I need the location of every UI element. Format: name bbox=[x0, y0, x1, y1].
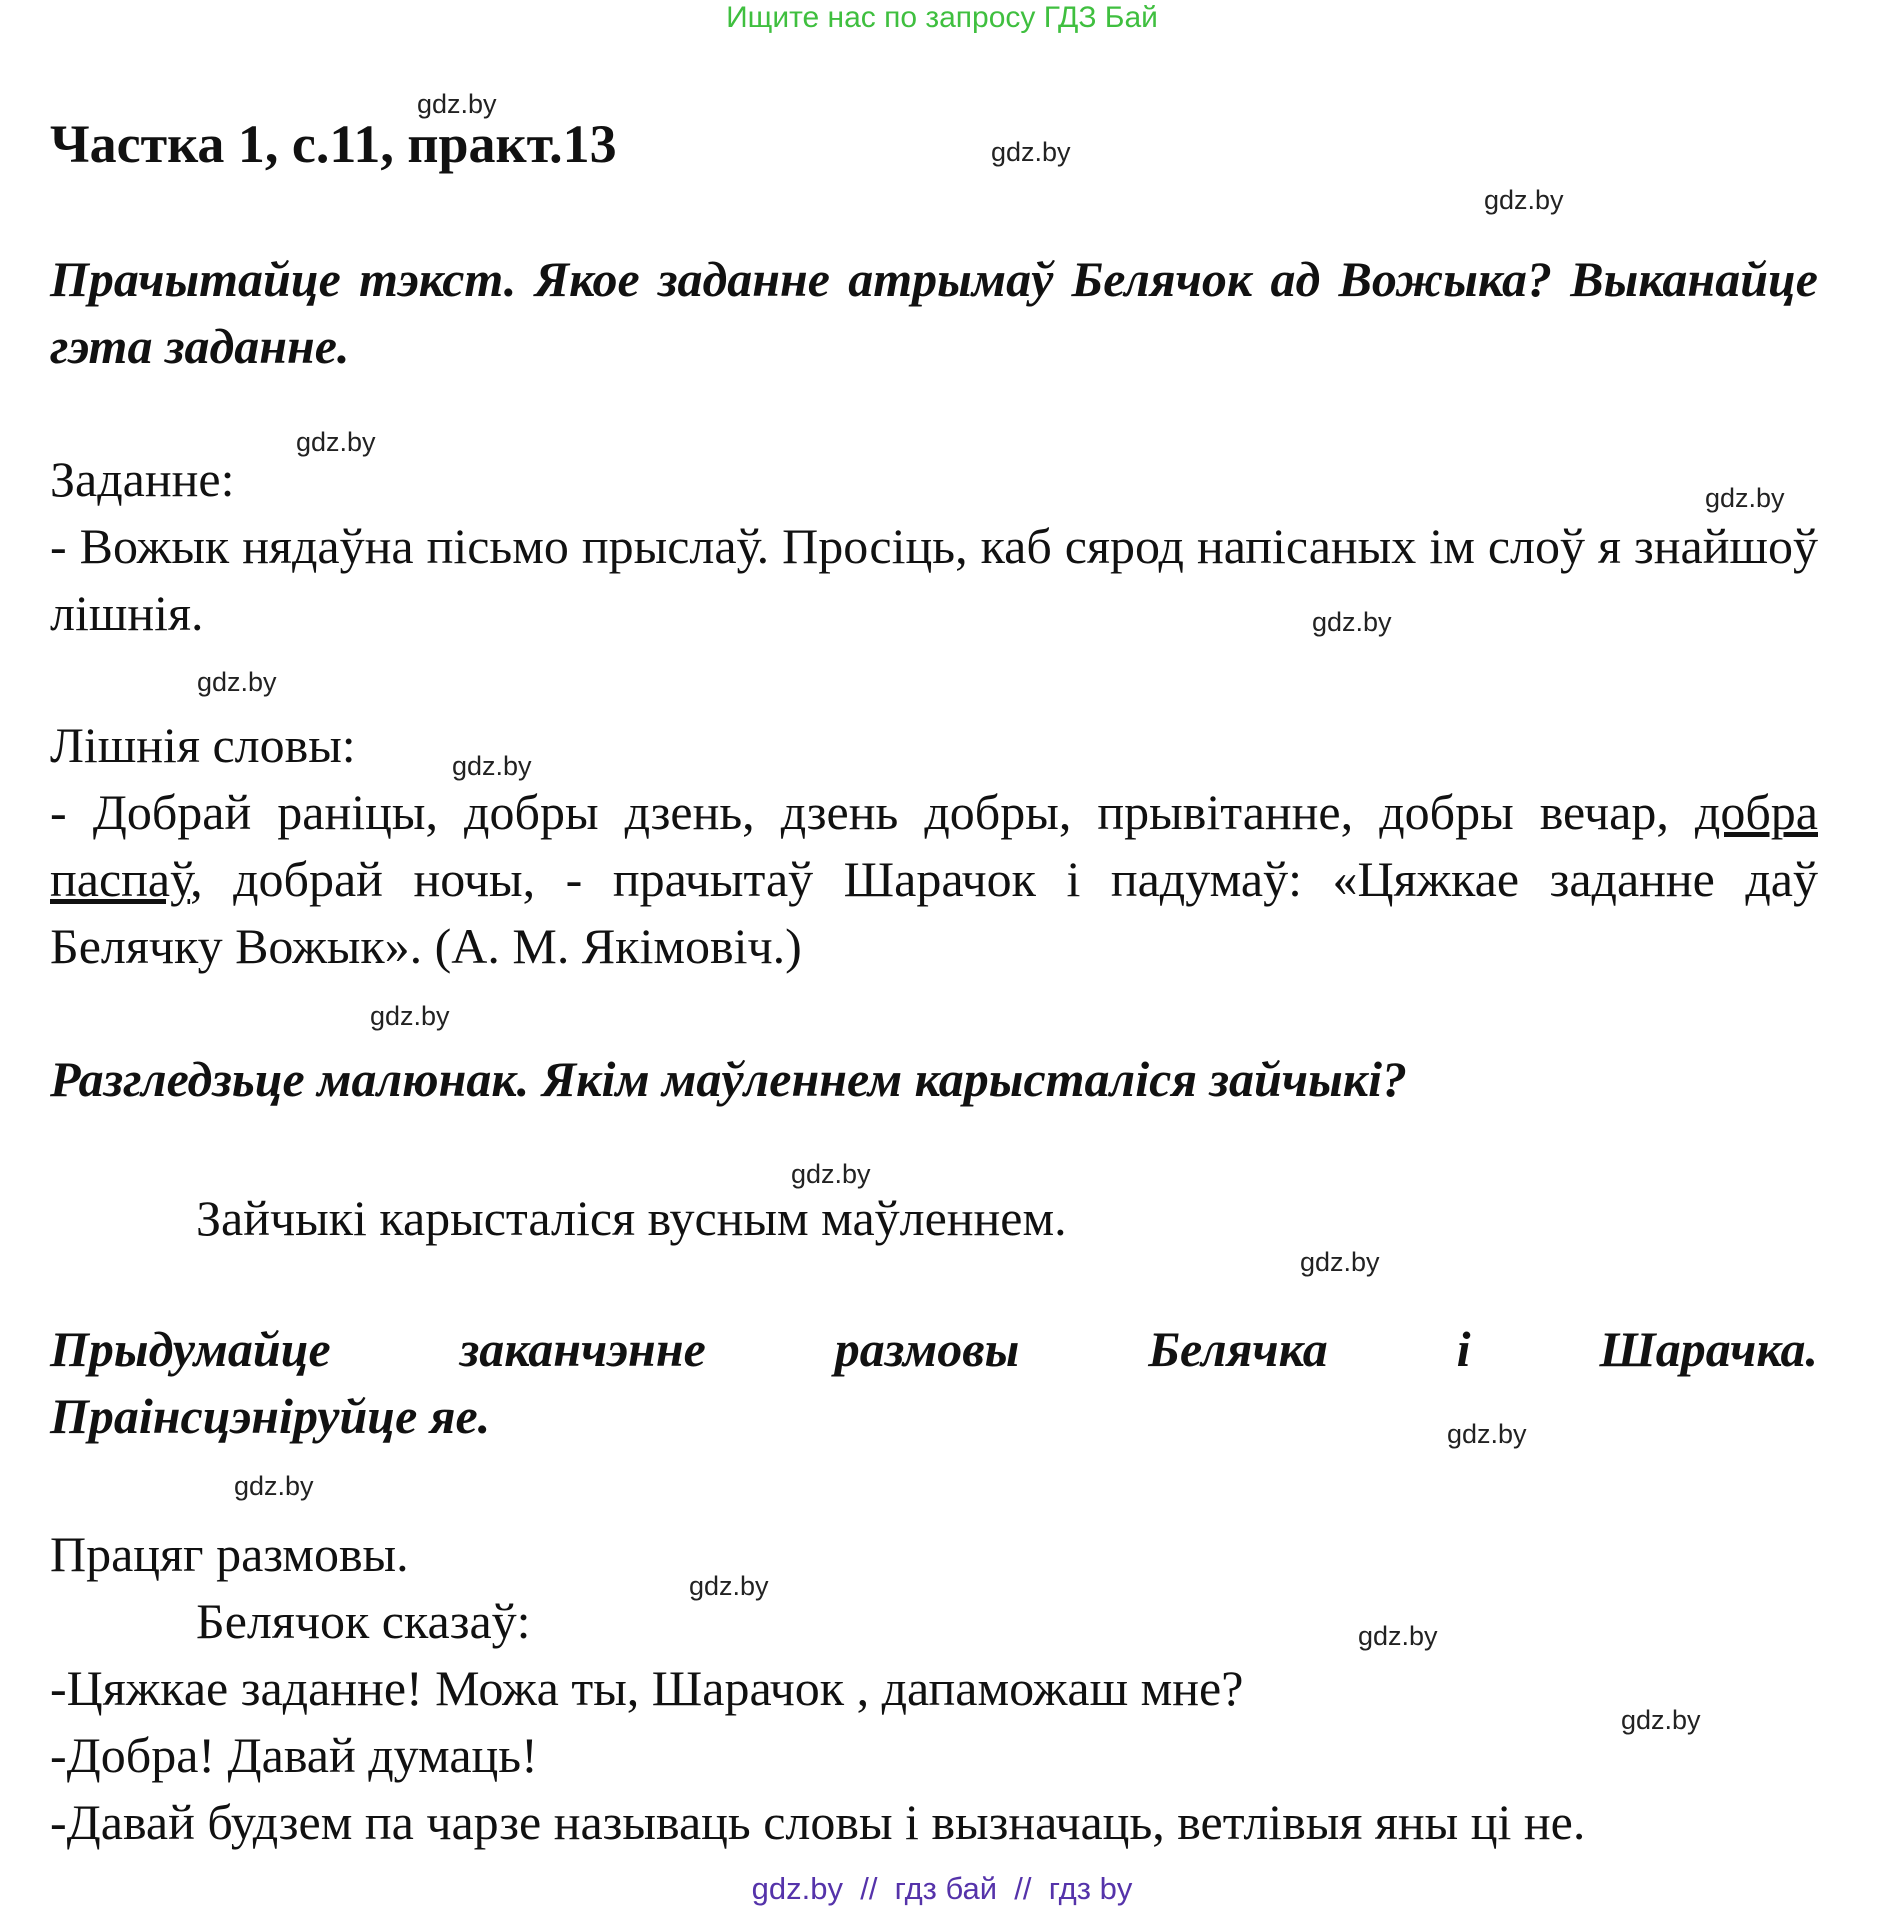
task1-extra-words-label: Лішнія словы: bbox=[50, 717, 356, 773]
task1-task-text: - Вожык нядаўна пісьмо прыслаў. Просіць, каб сярод напісаных ім слоў я знайшоў лішнія. bbox=[50, 518, 1818, 641]
task3-continuation-label: Працяг размовы. bbox=[50, 1526, 409, 1582]
task3-speaker-line: Белячок сказаў: bbox=[196, 1593, 531, 1649]
watermark: gdz.by bbox=[452, 751, 532, 781]
watermark: gdz.by bbox=[1312, 607, 1392, 637]
watermark: gdz.by bbox=[370, 1001, 450, 1031]
watermark: gdz.by bbox=[296, 427, 376, 457]
page-title: Частка 1, с.11, практ.13 bbox=[50, 114, 617, 174]
watermark: gdz.by bbox=[197, 667, 277, 697]
footer-watermark: gdz.by // гдз бай // гдз by bbox=[751, 1871, 1133, 1906]
task1-question: Прачытайце тэкст. Якое заданне атрымаў Белячок ад Вожыка? Выканайце гэта заданне. bbox=[50, 251, 1818, 374]
watermark: gdz.by bbox=[1300, 1247, 1380, 1277]
watermark: gdz.by bbox=[791, 1159, 871, 1189]
dialogue-line: -Цяжкае заданне! Можа ты, Шарачок , дапаможаш мне? bbox=[50, 1660, 1244, 1716]
watermark: gdz.by bbox=[1358, 1621, 1438, 1651]
extra-word-underlined: добра паспаў bbox=[50, 784, 1818, 907]
watermark: gdz.by bbox=[417, 89, 497, 119]
watermark: gdz.by bbox=[689, 1571, 769, 1601]
task1-extra-words-text bbox=[50, 779, 1818, 980]
watermark: gdz.by bbox=[991, 137, 1071, 167]
task1-task-label: Заданне: bbox=[50, 451, 235, 507]
watermark: gdz.by bbox=[1484, 185, 1564, 215]
task2-question: Разгледзьце малюнак. Якім маўленнем карысталіся зайчыкі? bbox=[50, 1051, 1408, 1107]
watermark: gdz.by bbox=[1705, 483, 1785, 513]
task3-question-line1: Прыдумайце заканчэнне размовы Белячка і Шарачка. bbox=[50, 1321, 1818, 1377]
extra-words-start: - Добрай раніцы, добры дзень, дзень добры, прывітанне, добры вечар, bbox=[50, 784, 1695, 840]
site-banner: Ищите нас по запросу ГДЗ Бай bbox=[726, 1, 1158, 34]
watermark: gdz.by bbox=[1621, 1705, 1701, 1735]
dialogue-line: -Добра! Давай думаць! bbox=[50, 1727, 538, 1783]
watermark: gdz.by bbox=[234, 1471, 314, 1501]
task2-answer: Зайчыкі карысталіся вусным маўленнем. bbox=[196, 1190, 1067, 1246]
extra-words-end: , добрай ночы, - прачытаў Шарачок і падумаў: «Цяжкае заданне даў Белячку Вожык». (А. М. Якімовіч.) bbox=[50, 851, 1818, 974]
task3-question-line2: Праінсцэніруйце яе. bbox=[50, 1388, 491, 1444]
watermark: gdz.by bbox=[1447, 1419, 1527, 1449]
dialogue-line: -Давай будзем па чарзе называць словы і вызначаць, ветлівыя яны ці не. bbox=[50, 1794, 1586, 1850]
